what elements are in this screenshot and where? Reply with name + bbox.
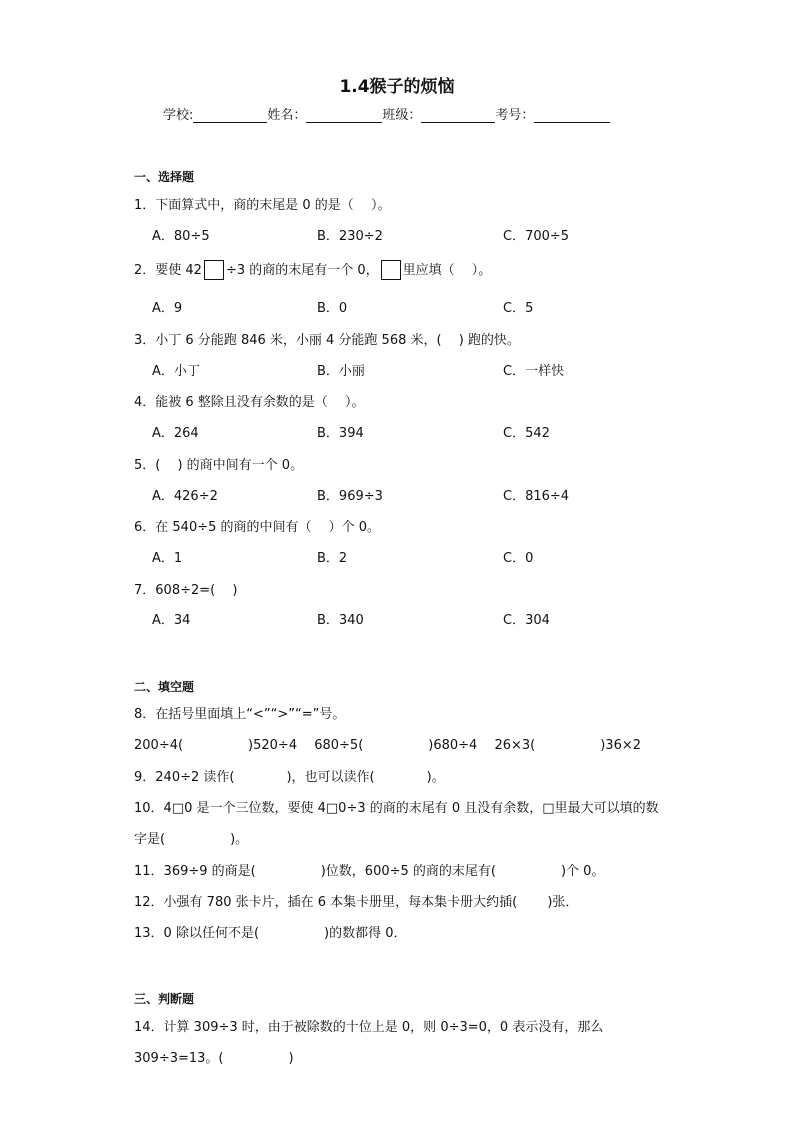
q2-stem-pre: 2．要使 42 (134, 263, 202, 278)
question-11: 11．369÷9 的商是( )位数，600÷5 的商的末尾有( )个 0。 (134, 864, 605, 879)
q5-option-c: C．816÷4 (503, 489, 570, 504)
q7-option-a: A．34 (152, 613, 191, 628)
q7-option-c: C．304 (503, 613, 550, 628)
question-1: 1．下面算式中，商的末尾是 0 的是（ ）。 (134, 198, 391, 213)
q5-option-b: B．969÷3 (317, 489, 383, 504)
q3-option-a: A．小丁 (152, 364, 200, 379)
q6-option-b: B．2 (317, 551, 348, 566)
q3-option-b: B．小丽 (317, 364, 365, 379)
question-12: 12．小强有 780 张卡片，插在 6 本集卡册里，每本集卡册大约插( )张． (134, 895, 579, 910)
class-blank (421, 108, 495, 123)
section-choice-heading: 一、选择题 (134, 170, 195, 184)
name-label: 姓名： (267, 108, 307, 123)
question-8-comparisons: 200÷4( )520÷4 680÷5( )680÷4 26×3( )36×2 (134, 738, 642, 753)
answer-box (381, 260, 401, 280)
q4-option-b: B．394 (317, 426, 364, 441)
section-fill-heading: 二、填空题 (134, 680, 195, 694)
q1-option-b: B．230÷2 (317, 229, 383, 244)
q2-option-a: A．9 (152, 301, 183, 316)
q3-option-c: C．一样快 (503, 364, 565, 379)
question-14-line2: 309÷3=13。( ) (134, 1051, 294, 1066)
number-label: 考号： (495, 108, 535, 123)
question-13: 13．0 除以任何不是( )的数都得 0． (134, 926, 407, 941)
q7-option-b: B．340 (317, 613, 364, 628)
school-blank (193, 108, 267, 123)
q1-option-c: C．700÷5 (503, 229, 570, 244)
question-9: 9．240÷2 读作( )，也可以读作( )。 (134, 770, 445, 785)
question-3: 3．小丁 6 分能跑 846 米，小丽 4 分能跑 568 米，( ) 跑的快。 (134, 333, 520, 348)
question-4: 4．能被 6 整除且没有余数的是（ ）。 (134, 395, 365, 410)
class-label: 班级： (382, 108, 422, 123)
q2-option-c: C．5 (503, 301, 534, 316)
number-blank (534, 108, 610, 123)
q1-option-a: A．80÷5 (152, 229, 210, 244)
school-label: 学校: (163, 108, 194, 123)
q2-stem-mid: ÷3 的商的末尾有一个 0， (225, 263, 379, 278)
question-14-line1: 14．计算 309÷3 时，由于被除数的十位上是 0，则 0÷3=0，0 表示没有，那么 (134, 1020, 604, 1035)
q2-option-b: B．0 (317, 301, 348, 316)
question-8: 8．在括号里面填上“<”“>”“=”号。 (134, 707, 346, 722)
q6-option-a: A．1 (152, 551, 183, 566)
q2-stem-post: 里应填（ ）。 (402, 263, 492, 278)
question-7: 7．608÷2=( ) (134, 583, 238, 598)
name-blank (306, 108, 382, 123)
question-10-line1: 10．4□0 是一个三位数，要使 4□0÷3 的商的末尾有 0 且没有余数，□里最大可以填的数 (134, 801, 659, 816)
page-title: 1.4猴子的烦恼 (339, 77, 455, 97)
question-2 (134, 259, 491, 281)
q4-option-c: C．542 (503, 426, 550, 441)
q4-option-a: A．264 (152, 426, 199, 441)
q5-option-a: A．426÷2 (152, 489, 218, 504)
question-5: 5．( ) 的商中间有一个 0。 (134, 458, 304, 473)
question-6: 6．在 540÷5 的商的中间有（ ）个 0。 (134, 520, 381, 535)
student-info-line (163, 104, 610, 123)
section-judge-heading: 三、判断题 (134, 992, 195, 1006)
question-10-line2: 字是( )。 (134, 832, 249, 847)
q6-option-c: C．0 (503, 551, 534, 566)
answer-box (204, 260, 224, 280)
